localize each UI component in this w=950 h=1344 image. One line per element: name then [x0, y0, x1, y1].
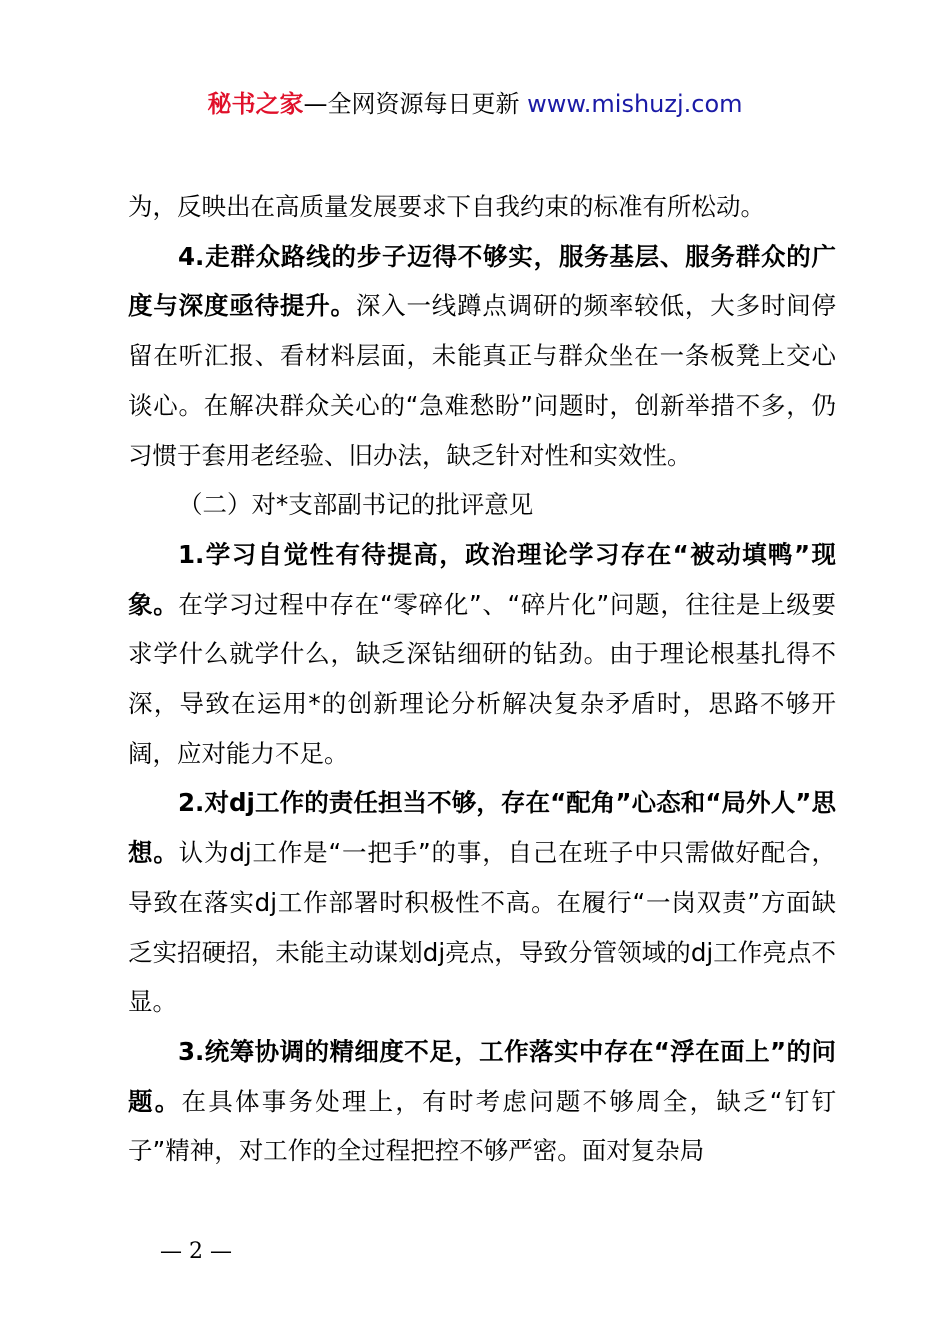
site-tagline: —全网资源每日更新: [303, 90, 528, 118]
page-number: — 2 —: [160, 1239, 232, 1264]
item-1-heading: 1.学习自觉性有待提高，政治理论学习存在“被动填鸭”现象。: [128, 539, 836, 619]
paragraph-item-4: [128, 232, 836, 481]
site-brand: 秘书之家: [207, 90, 304, 118]
site-url[interactable]: www.mishuzj.com: [527, 90, 743, 118]
item-3-text: 在具体事务处理上，有时考虑问题不够周全，缺乏“钉钉子”精神，对工作的全过程把控不够严密。面对复杂局: [128, 1086, 836, 1166]
item-4-heading: 4.走群众路线的步子迈得不够实，服务基层、服务群众的广度与深度亟待提升。: [128, 241, 836, 321]
paragraph-item-1: [128, 530, 836, 779]
document-body: [128, 182, 836, 1176]
paragraph-item-2: [128, 778, 836, 1027]
site-header: [0, 86, 950, 122]
item-3-heading: 3.统筹协调的精细度不足，工作落实中存在“浮在面上”的问题。: [128, 1036, 836, 1116]
item-2-text: 认为dj工作是“一把手”的事，自己在班子中只需做好配合，导致在落实dj工作部署时积极性不高。在履行“一岗双责”方面缺乏实招硬招，未能主动谋划dj亮点，导致分管领域的dj工作亮点不显。: [128, 838, 837, 1017]
paragraph-item-3: [128, 1027, 836, 1176]
paragraph-continuation: 为，反映出在高质量发展要求下自我约束的标准有所松动。: [128, 192, 765, 221]
item-1-text: 在学习过程中存在“零碎化”、“碎片化”问题，往往是上级要求学什么就学什么，缺乏深钻细研的钻劲。由于理论根基扎得不深，导致在运用*的创新理论分析解决复杂矛盾时，思路不够开阔，应对能力不足。: [128, 589, 836, 768]
item-2-heading: 2.对dj工作的责任担当不够，存在“配角”心态和“局外人”思想。: [128, 788, 836, 868]
item-4-text: 深入一线蹲点调研的频率较低，大多时间停留在听汇报、看材料层面，未能真正与群众坐在一条板凳上交心谈心。在解决群众关心的“急难愁盼”问题时，创新举措不多，仍习惯于套用老经验、旧办法，缺乏针对性和实效性。: [128, 291, 837, 470]
section-heading-2: （二）对*支部副书记的批评意见: [178, 490, 534, 520]
